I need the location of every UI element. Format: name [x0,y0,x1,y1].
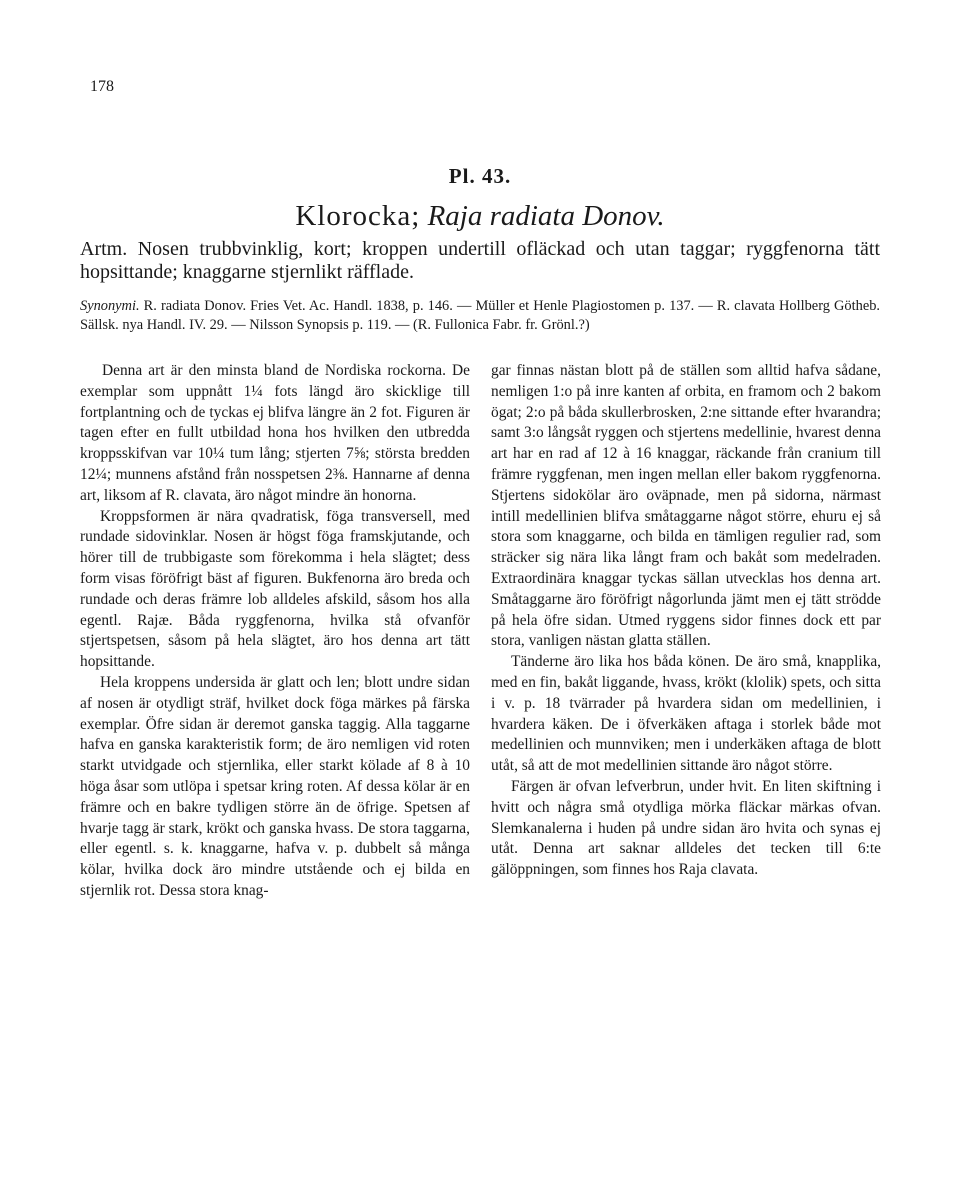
paragraph-knaggar: gar finnas nästan blott på de ställen som alltid hafva sådane, nemligen 1:o på inre kanten af orbita, en framom och 2 bakom ögat; 2:o på båda skullerbrosken, 2:ne sittande efter hvarandra; samt 3:o långsåt ryggen och stjertens medellinie, hvarest denna art har en rad af 12 à 16 knaggar, räckande från cranium till främre ryggfenan, men ingen mellan eller bakom ryggfenorna. Stjertens sidokölar äro oväpnade, men på sidorna, närmast intill medellinien blifva småtaggarne något större, ehuru ej så stora som knaggarne, och bilda en tämligen regulier rad, som sträcker sig nära lika långt fram och bakåt som medelraden. Extraordinära knaggar tyckas sällan utvecklas hos denna art. Småtaggarne äro föröfrigt någorlunda jämt men ej tätt strödde på hela öfre sidan. Utmed ryggens sidor finnes dock ett par stora, vanligen nästan glatta ställen. [491,362,881,650]
right-column [491,361,881,881]
latin-name: Raja radiata Donov. [427,200,665,232]
paragraph-spines: Hela kroppens undersida är glatt och len; blott undre sidan af nosen är otydligt sträf, hvilket dock föga märkes på färska exemplar. Öfre sidan är deremot ganska taggig. Alla taggarne hafva en ganska karakteristik form; de äro nemligen vid roten starkt utvidgade och stjernlika, eller starkt kölade af 8 à 10 höga åsar som utlöpa i spetsar kring roten. Af dessa kölar är en främre och en bakre tydligen större än de öfrige. Spetsen af hvarje tagg är stark, krökt och ganska hvass. De stora taggarna, eller egentl. s. k. knaggarne, hafva v. p. dubbelt så många kölar, hvilka dock äro mindre utstående och ej bilda en stjernlik rot. Dessa stora knag- [80,673,470,899]
species-title [0,200,960,233]
synonyms-text: R. radiata Donov. Fries Vet. Ac. Handl. 1838, p. 146. — Müller et Henle Plagiostomen p. 137. — R. clavata Hollberg Götheb. Sällsk. nya Handl. IV. 29. — Nilsson Synopsis p. 119. — (R. Fullonica Fabr. fr. Grönl.?) [80,298,880,333]
paragraph-size: Denna art är den minsta bland de Nordiska rockorna. De exemplar som uppnått 1¼ fots längd äro skicklige till fortplantning och de tyckas ej blifva längre än 2 fot. Figuren är tagen efter en fullt utbildad hona hos hvilken den utbredda kroppsskifvan var 10¼ tum lång; stjerten 7⅝; största bredden 12¼; munnens afstånd från nosspetsen 2⅜. Hannarne af denna art, liksom af R. clavata, äro något mindre än honorna. [80,362,470,504]
paragraph-teeth: Tänderne äro lika hos båda könen. De äro små, knapplika, med en fin, bakåt liggande, hvass, krökt (klolik) spets, och sitta i v. p. 18 tvärrader på hvardera sidan om medellinien, i hvardera käken. De i öfverkäken aftaga i storlek både mot medellinien och munnviken; men i underkäken aftaga de blott utåt, så att de mot medellinien sittande äro något större. [491,653,881,775]
synonyms-label: Synonymi. [80,298,140,314]
common-name: Klorocka; [295,200,421,232]
species-diagnosis: Artm. Nosen trubbvinklig, kort; kroppen undertill ofläckad och utan taggar; ryggfenorna tätt hopsittande; knaggarne stjernlikt räfflade. [80,238,880,283]
left-column [80,361,470,902]
plate-heading: Pl. 43. [448,164,512,188]
paragraph-body-shape: Kroppsformen är nära qvadratisk, föga transversell, med rundade sidovinklar. Nosen är högst föga framskjutande, och hörer till de trubbigaste som förekomma i hela slägtet; dess form visas föröfrigt bäst af figuren. Bukfenorna äro breda och rundade och deras främre lob alldeles afskild, såsom hos alla egentl. Rajæ. Båda ryggfenorna, hvilka stå ofvanför stjertspetsen, såsom på hela slägtet, äro hos denna art tätt hopsittande. [80,507,470,671]
synonyms [80,297,880,334]
paragraph-color: Färgen är ofvan lefverbrun, under hvit. En liten skiftning i hvitt och några små otydliga mörka fläckar märkas ofvan. Slemkanalerna i huden på undre sidan äro hvita och synas ej utåt. Denna art saknar alldeles det tecken till 6:te gälöppningen, som finnes hos Raja clavata. [491,777,881,879]
page-number: 178 [90,78,114,95]
